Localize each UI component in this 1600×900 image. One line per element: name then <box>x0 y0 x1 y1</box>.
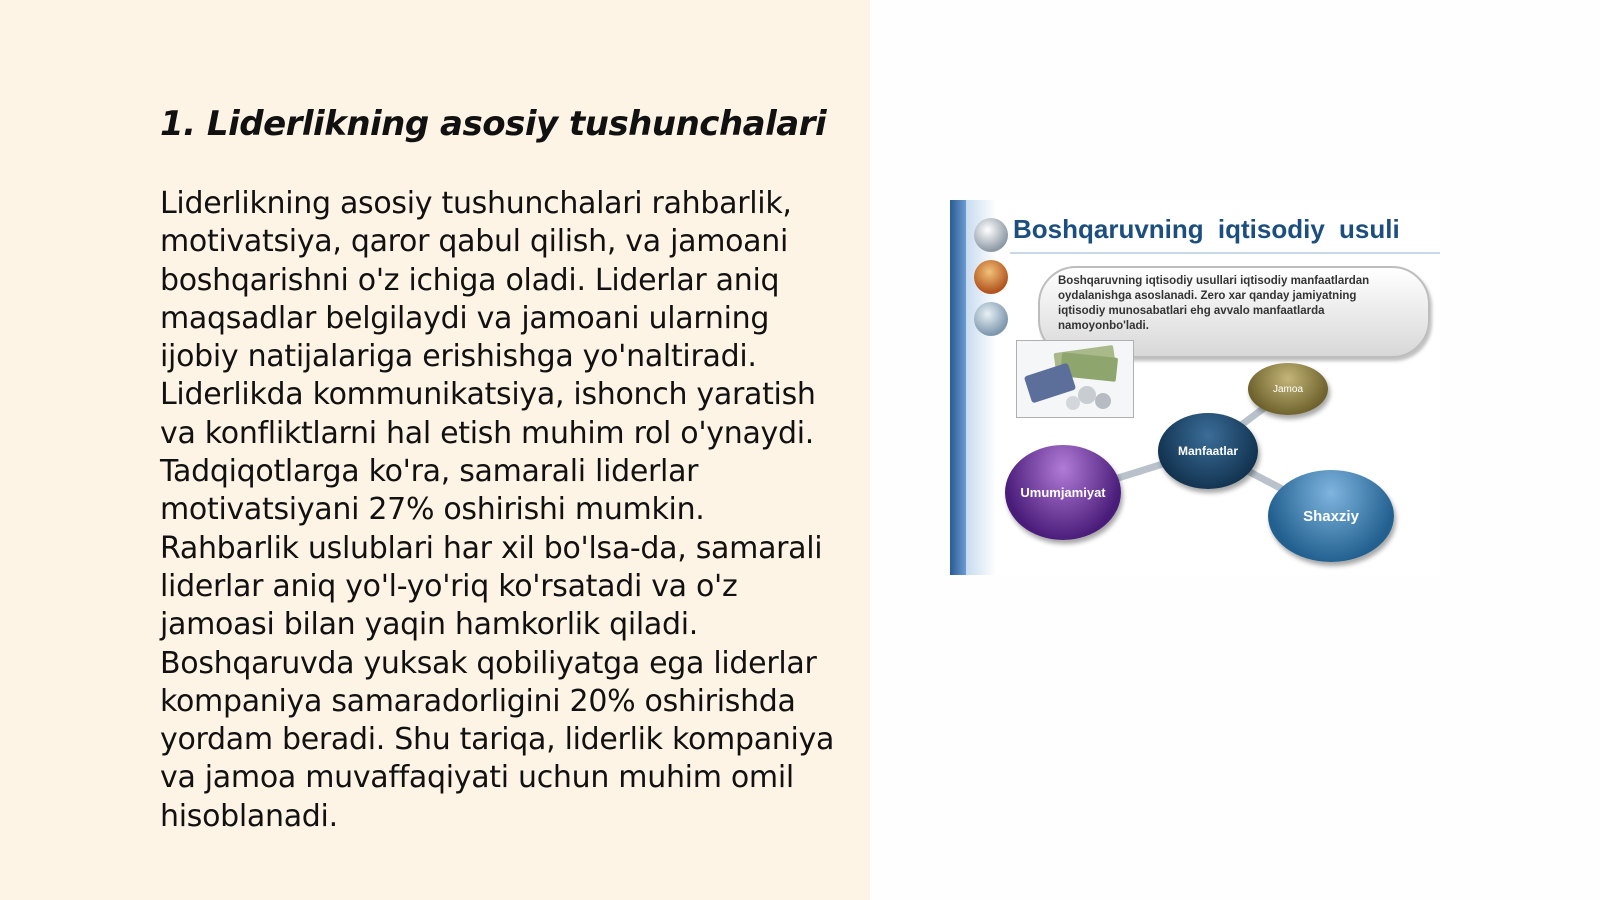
callout-line: oydalanishga asoslanadi. Zero xar qanday jamiyatning <box>1058 290 1357 302</box>
callout-line: Boshqaruvning iqtisodiy usullari iqtisodiy manfaatlardan <box>1058 275 1370 287</box>
slide-title: 1. Liderlikning asosiy tushunchalari <box>160 104 827 144</box>
node-jamoa: Jamoa <box>1248 363 1328 415</box>
slide-body-text: Liderlikning asosiy tushunchalari rahbarlik, motivatsiya, qaror qabul qilish, va jamoani boshqarishni o'z ichiga oladi. Liderlar aniq maqsadlar belgilaydi va jamoani ularning ijobiy natijalariga erishishga yo'naltiradi. Liderlikda kommunikatsiya, ishonch yaratish va konfliktlarni hal etish muhim rol o'ynaydi. Tadqiqotlarga ko'ra, samarali liderlar motivatsiyani 27% oshirishi mumkin. Rahbarlik uslublari har xil bo'lsa-da, samarali liderlar aniq yo'l-yo'riq ko'rsatadi va o'z jamoasi bilan yaqin hamkorlik qiladi. Boshqaruvda yuksak qobiliyatga ega liderlar kompaniya samaradorligini 20% oshirishda yordam beradi. Shu tariqa, liderlik kompaniya va jamoa muvaffaqiyati uchun muhim omil hisoblanadi. <box>160 186 835 834</box>
callout-line: namoyonbo'ladi. <box>1058 320 1149 332</box>
node-shaxziy: Shaxziy <box>1268 470 1394 562</box>
diagram-picture <box>950 200 1440 575</box>
picture-title: Boshqaruvning iqtisodiy usuli <box>1013 214 1400 244</box>
node-manfaatlar: Manfaatlar <box>1158 413 1258 489</box>
callout-line: iqtisodiy munosabatlari ehg avvalo manfaatlarda <box>1058 305 1325 317</box>
node-umumjamiyat: Umumjamiyat <box>1005 445 1121 540</box>
